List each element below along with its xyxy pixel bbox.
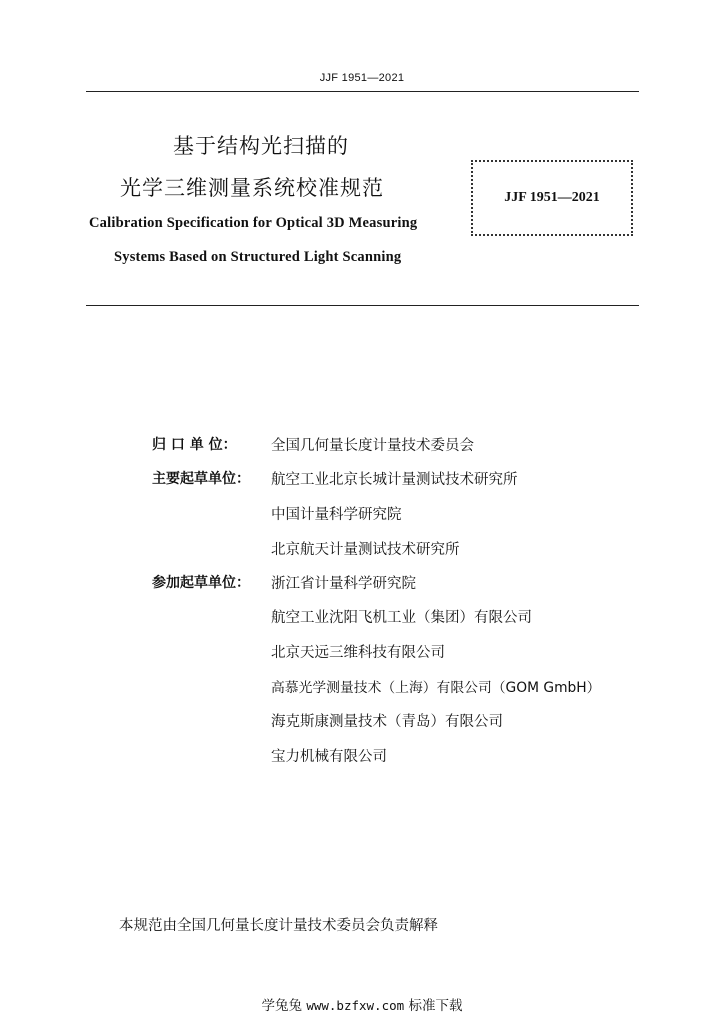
participant-item: 航空工业沈阳飞机工业（集团）有限公司 xyxy=(271,610,532,626)
main-drafter-item: 航空工业北京长城计量测试技术研究所 xyxy=(271,472,518,488)
participant-item: 高慕光学测量技术（上海）有限公司（GOM GmbH） xyxy=(271,680,601,696)
header-standard-code: JJF 1951—2021 xyxy=(319,72,405,84)
main-drafter-item: 中国计量科学研究院 xyxy=(271,507,402,523)
interpretation-note: 本规范由全国几何量长度计量技术委员会负责解释 xyxy=(119,918,438,934)
footer-watermark xyxy=(0,994,724,1014)
footer-prefix: 学兔兔 xyxy=(261,998,303,1014)
main-drafter-label: 主要起草单位： xyxy=(152,471,250,487)
title-en-line2: Systems Based on Structured Light Scanning xyxy=(114,249,402,265)
footer-suffix: 标准下载 xyxy=(408,998,463,1014)
title-en-line1: Calibration Specification for Optical 3D Measuring xyxy=(89,215,418,231)
participant-item: 北京天远三维科技有限公司 xyxy=(271,645,445,661)
participant-label: 参加起草单位： xyxy=(152,575,250,591)
standard-code-box xyxy=(471,160,633,236)
main-drafter-item: 北京航天计量测试技术研究所 xyxy=(271,542,460,558)
responsible-unit-label: 归 口 单 位： xyxy=(152,437,237,453)
responsible-unit-value: 全国几何量长度计量技术委员会 xyxy=(271,438,474,454)
title-cn-line1: 基于结构光扫描的 xyxy=(173,134,349,158)
standard-code-box-text: JJF 1951—2021 xyxy=(504,190,600,205)
participant-item: 宝力机械有限公司 xyxy=(271,749,387,765)
footer-url-link[interactable]: www.bzfxw.com xyxy=(306,998,405,1013)
header-rule xyxy=(86,91,639,92)
title-cn-line2: 光学三维测量系统校准规范 xyxy=(120,176,384,200)
title-bottom-rule xyxy=(86,305,639,306)
participant-item: 海克斯康测量技术（青岛）有限公司 xyxy=(271,714,503,730)
participant-item: 浙江省计量科学研究院 xyxy=(271,576,416,592)
